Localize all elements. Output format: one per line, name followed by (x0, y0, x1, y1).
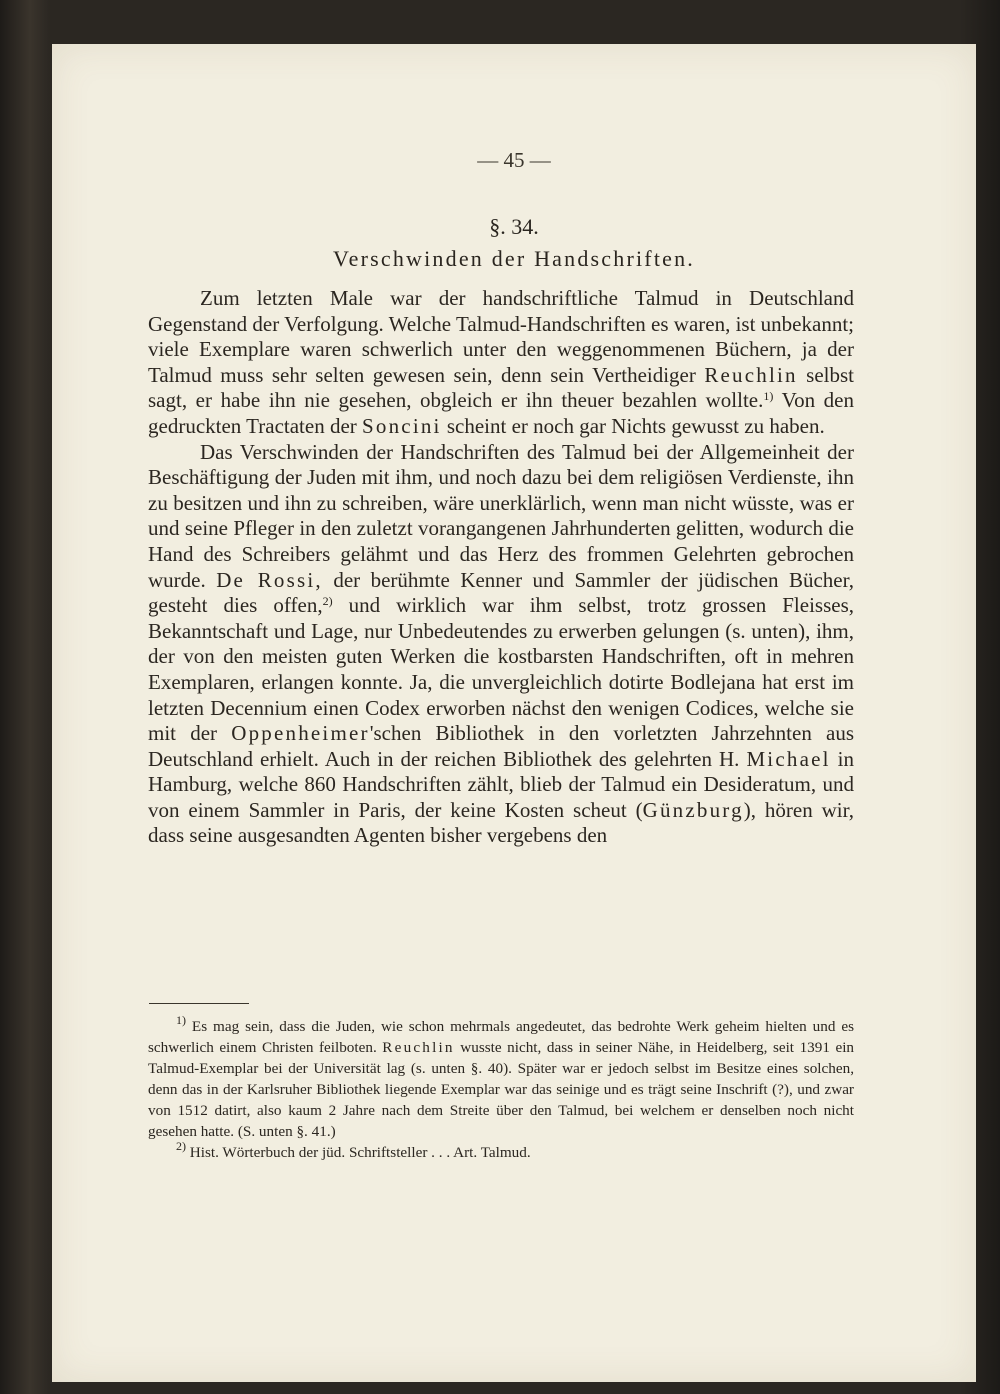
paragraph (148, 286, 854, 440)
book-page (52, 44, 976, 1382)
text-run: wusste nicht, dass in seiner Nähe, in Heidelberg, seit 1391 ein Talmud-Exemplar bei der Universität lag (s. unten §. 40). Später war er jedoch selbst im Besitze eines solchen, denn das in der Karlsruher Bibliothek liegende Exemplar war das seinige und es trägt seine Inschrift (?), und zwar von 1512 datirt, also kaum 2 Jahre nach dem Streite über den Talmud, bei welchem er denselben noch nicht gesehen hatte. (S. unten §. 41.) (148, 1039, 855, 1140)
text-run: in Hamburg, welche 860 Handschriften zählt, blieb der Talmud ein Desideratum, und von einem Sammler in Paris, der keine Kosten scheut ( (148, 746, 855, 822)
page-number: — 45 — (477, 148, 551, 172)
section-title: Verschwinden der Handschriften. (332, 246, 696, 271)
footnote-marker: 1) (176, 1013, 186, 1027)
footnote-reference: 2) (322, 594, 333, 609)
text-run: Zum letzten Male war der handschriftliche Talmud in Deutschland Gegenstand der Verfolgung. Welche Talmud-Handschriften es waren, ist unbekannt; viele Exemplare waren schwerlich unter den weggenommenen Büchern, ja der Talmud muss sehr selten gewesen sein, denn sein Vertheidiger (148, 286, 854, 387)
text-run: selbst sagt, er habe ihn nie gesehen, obgleich er ihn theuer bezahlen wollte. (148, 362, 855, 413)
person-name: Günzburg (642, 797, 744, 822)
person-name: De Rossi, (216, 567, 323, 592)
footnote (148, 1139, 854, 1163)
footnote-divider (149, 1003, 249, 1004)
text-run: Das Verschwinden der Handschriften des Talmud bei der Allgemeinheit der Beschäftigung der Juden mit ihm, und noch dazu bei dem religiösen Verdienste, ihn zu besitzen und ihn zu schreiben, wäre unerklärlich, wenn man nicht wüsste, was er und seine Pfleger in den zuletzt vorangangenen Jahrhunderten gelitten, wodurch die Hand des Schreibers gelähmt und das Herz des frommen Gelehrten gebrochen wurde. (148, 439, 854, 592)
footnotes (148, 1013, 855, 1163)
text-run: Von den gedruckten Tractaten der (148, 388, 854, 438)
text-run: 'schen Bibliothek in den vorletzten Jahrzehnten aus Deutschland erhielt. Auch in der reichen Bibliothek des gelehrten H. (148, 721, 855, 771)
text-run: der berühmte Kenner und Sammler der jüdischen Bücher, gesteht dies offen, (148, 567, 855, 618)
text-run: und wirklich war ihm selbst, trotz grossen Fleisses, Bekanntschaft und Lage, nur Unbedeutendes zu erwerben gelungen (s. unten), ihm, der von den meisten guten Werken die kostbarsten Handschriften, oft in mehren Exemplaren, erlangen konnte. Ja, die unvergleichlich dotirte Bodlejana hat erst im letzten Decennium einen Codex erworben nächst den wenigen Codices, welche sie mit der (148, 593, 855, 746)
person-name: Michael (746, 746, 831, 771)
section-number: §. 34. (489, 214, 539, 239)
person-name: Soncini (362, 413, 442, 438)
text-run: Es mag sein, dass die Juden, wie schon mehrmals angedeutet, das bedrohte Werk geheim hielten und es schwerlich einem Christen feilboten. (148, 1018, 854, 1056)
person-name: Reuchlin (382, 1039, 455, 1056)
person-name: Oppenheimer (231, 721, 370, 746)
footnote (148, 1013, 855, 1142)
main-text (148, 286, 854, 849)
paragraph (148, 440, 854, 850)
footnote-reference: 1) (763, 389, 774, 404)
person-name: Reuchlin (704, 362, 798, 387)
footnote-marker: 2) (176, 1139, 186, 1153)
text-run: Hist. Wörterbuch der jüd. Schriftsteller . . . Art. Talmud. (189, 1144, 531, 1161)
text-run: ), hören wir, dass seine ausgesandten Agenten bisher vergebens den (148, 797, 855, 848)
text-run: scheint er noch gar Nichts gewusst zu haben. (446, 413, 825, 438)
